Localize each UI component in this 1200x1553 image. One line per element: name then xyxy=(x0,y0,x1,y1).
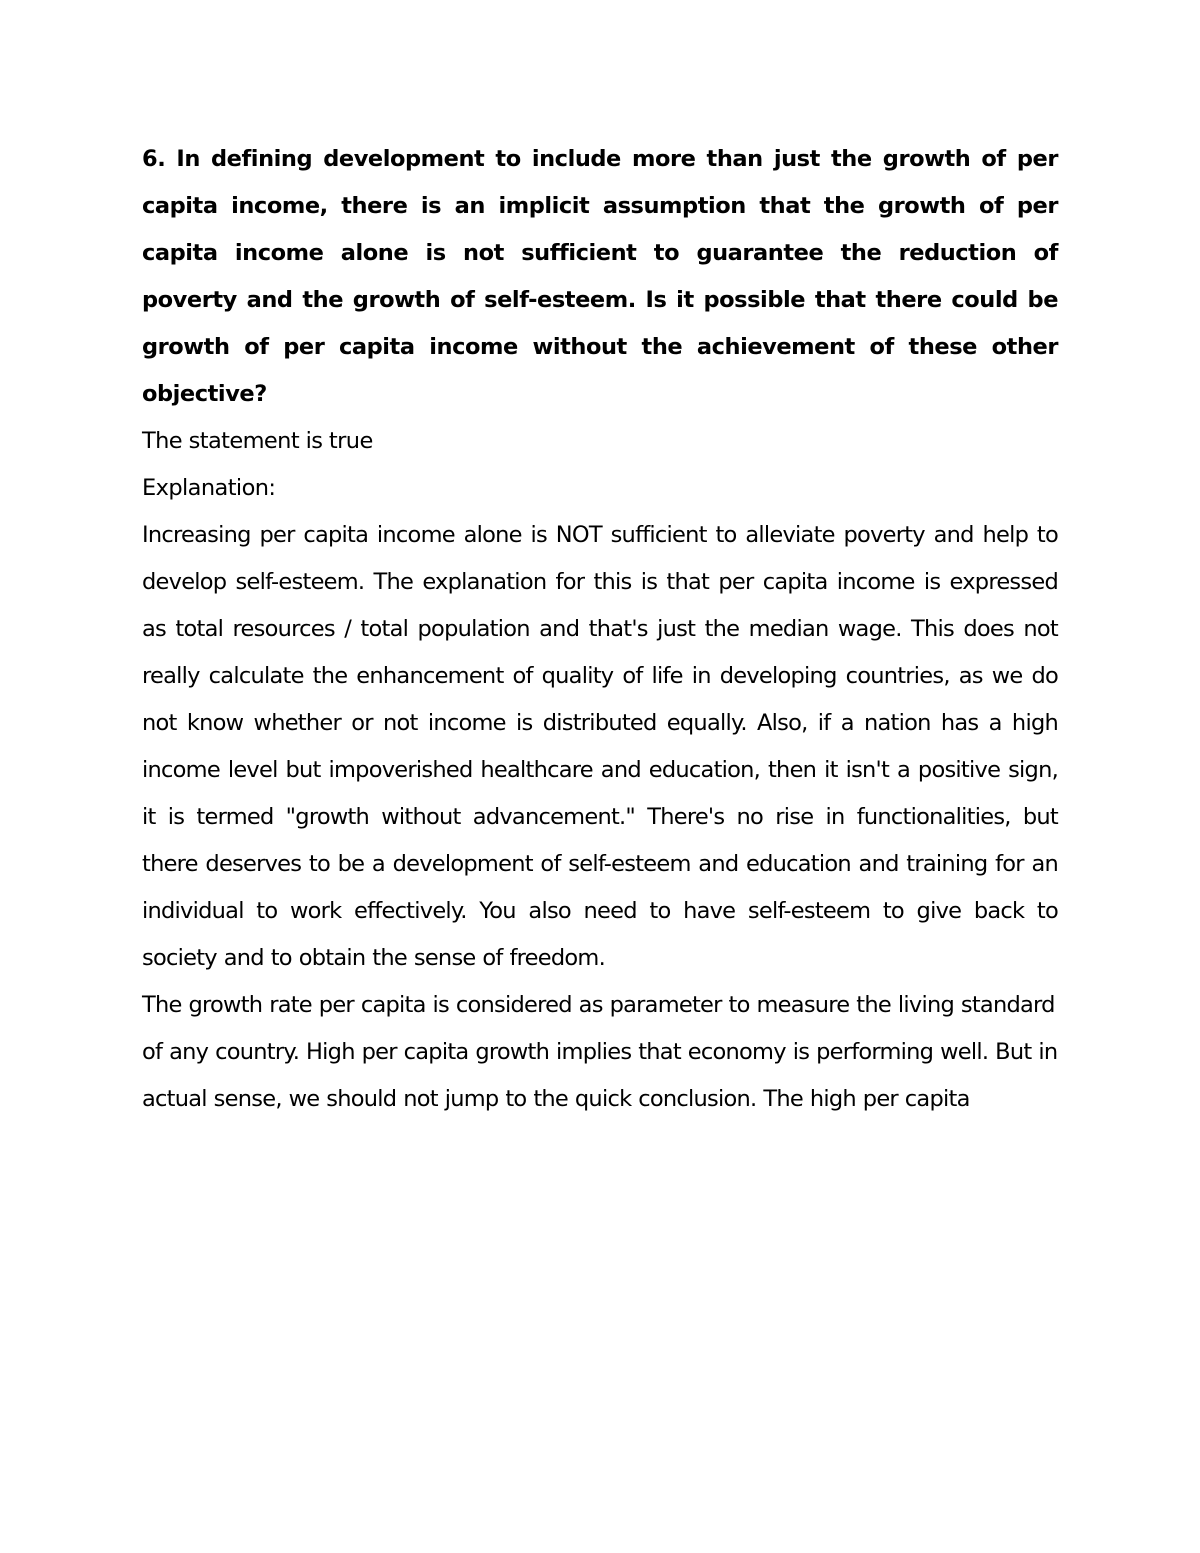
explanation-label: Explanation: xyxy=(142,475,276,501)
document-body xyxy=(142,136,1058,1123)
explanation-paragraph: Increasing per capita income alone is NOT sufficient to alleviate poverty and help to develop self-esteem. The explanation for this is that per capita income is expressed as total resources / total population and that's just the median wage. This does not really calculate the enhancement of quality of life in developing countries, as we do not know whether or not income is distributed equally. Also, if a nation has a high income level but impoverished healthcare and education, then it isn't a positive sign, it is termed "growth without advancement." There's no rise in functionalities, but there deserves to be a development of self-esteem and education and training for an individual to work effectively. You also need to have self-esteem to give back to society and to obtain the sense of freedom. xyxy=(142,522,1058,971)
question-text: 6. In defining development to include more than just the growth of per capita income, there is an implicit assumption that the growth of per capita income alone is not sufficient to guarantee the reduction of poverty and the growth of self-esteem. Is it possible that there could be growth of per capita income without the achievement of these other objective? xyxy=(142,146,1058,407)
growth-rate-paragraph: The growth rate per capita is considered as parameter to measure the living standard of any country. High per capita growth implies that economy is performing well. But in actual sense, we should not jump to the quick conclusion. The high per capita xyxy=(142,992,1058,1112)
answer-statement: The statement is true xyxy=(142,428,373,454)
